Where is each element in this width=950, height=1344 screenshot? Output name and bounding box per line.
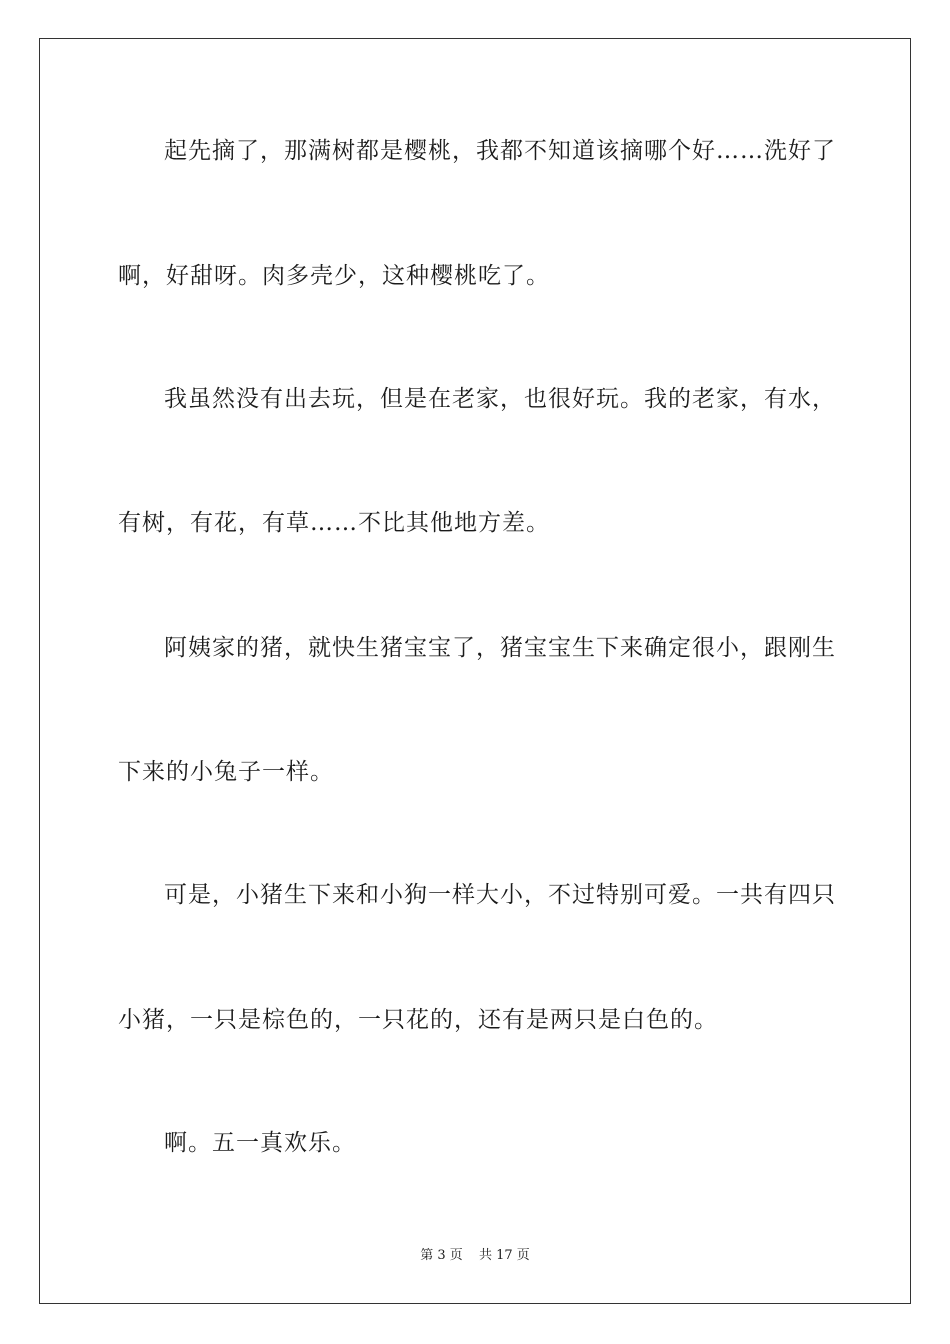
paragraph-3-line-1: 阿姨家的猪，就快生猪宝宝了，猪宝宝生下来确定很小，跟刚生 (164, 635, 836, 661)
paragraph-5-line-1: 啊。五一真欢乐。 (164, 1130, 356, 1156)
paragraph-1-line-2: 啊，好甜呀。肉多壳少，这种樱桃吃了。 (118, 263, 550, 289)
paragraph-2-line-1: 我虽然没有出去玩，但是在老家，也很好玩。我的老家，有水， (164, 386, 836, 412)
paragraph-4-line-2: 小猪，一只是棕色的，一只花的，还有是两只是白色的。 (118, 1007, 718, 1033)
paragraph-1-line-1: 起先摘了，那满树都是樱桃，我都不知道该摘哪个好……洗好了 (164, 138, 836, 164)
paragraph-3-line-2: 下来的小兔子一样。 (118, 759, 334, 785)
page-total: 共 17 页 (478, 1248, 530, 1263)
page-number: 第 3 页 (420, 1248, 463, 1263)
paragraph-2-line-2: 有树，有花，有草……不比其他地方差。 (118, 510, 550, 536)
page-border (39, 38, 911, 1304)
paragraph-4-line-1: 可是，小猪生下来和小狗一样大小，不过特别可爱。一共有四只 (164, 882, 836, 908)
page-footer (0, 1247, 950, 1265)
